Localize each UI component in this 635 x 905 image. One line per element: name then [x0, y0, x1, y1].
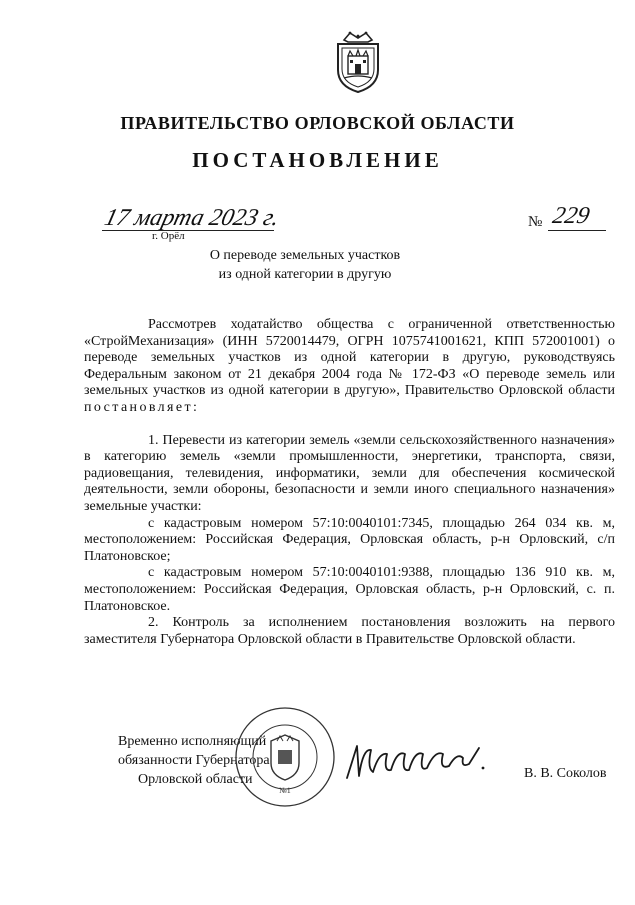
document-type-title: ПОСТАНОВЛЕНИЕ	[192, 148, 443, 172]
organization-title: ПРАВИТЕЛЬСТВО ОРЛОВСКОЙ ОБЛАСТИ	[120, 113, 515, 133]
number-underline	[548, 230, 606, 231]
preamble-paragraph	[84, 317, 615, 417]
document-city: г. Орёл	[152, 230, 185, 242]
plot-2-paragraph: с кадастровым номером 57:10:0040101:9388, площадью 136 910 кв. м, местоположением: Российская Федерация, Орловская область, р-н Орловский, с. п. Платоновское.	[84, 565, 615, 614]
number-sign: №	[528, 214, 543, 230]
svg-text:№1: №1	[279, 786, 291, 795]
item-1-paragraph: 1. Перевести из категории земель «земли сельскохозяйственного назначения» в категорию земель «земли промышленности, энергетики, транспорта, связи, радиовещания, телевидения, информатики, земли для обеспечения космической деятельности, земли обороны, безопасности и земли иного специального назначения» земельные участки:	[84, 432, 615, 514]
coat-of-arms-icon	[330, 30, 386, 94]
plot-1-paragraph: с кадастровым номером 57:10:0040101:7345, площадью 264 034 кв. м, местоположением: Российская Федерация, Орловская область, р-н Орловский, с/п Платоновское;	[84, 515, 615, 564]
document-subject	[0, 246, 610, 284]
preamble-text: Рассмотрев ходатайство общества с ограниченной ответственностью «СтройМеханизация» (ИНН 5720014479, ОГРН 1075741001621, КПП 572001001) о переводе земельных участков из одной категории в другую, руководствуясь Федеральным законом от 21 декабря 2004 года № 172-ФЗ «О переводе земель или земельных участков из одной категории в другую», Правительство Орловской области	[84, 317, 615, 399]
date-underline	[102, 230, 274, 231]
document-body	[84, 317, 615, 648]
signatory-title-line-3: Орловской области	[138, 772, 253, 787]
official-seal-icon	[233, 705, 337, 809]
item-2-paragraph: 2. Контроль за исполнением постановления возложить на первого заместителя Губернатора Орловской области в Правительстве Орловской области.	[84, 615, 615, 647]
subject-line-2: из одной категории в другую	[218, 267, 392, 282]
decree-word: постановляет:	[84, 399, 200, 415]
handwritten-signature	[343, 738, 493, 784]
signatory-title-line-1: Временно исполняющий	[118, 734, 267, 749]
document-number: 229	[550, 203, 592, 229]
signatory-name: В. В. Соколов	[524, 766, 607, 781]
signatory-title-line-2: обязанности Губернатора	[118, 753, 270, 768]
subject-line-1: О переводе земельных участков	[209, 248, 401, 263]
document-date: 17 марта 2023 г.	[101, 205, 283, 231]
